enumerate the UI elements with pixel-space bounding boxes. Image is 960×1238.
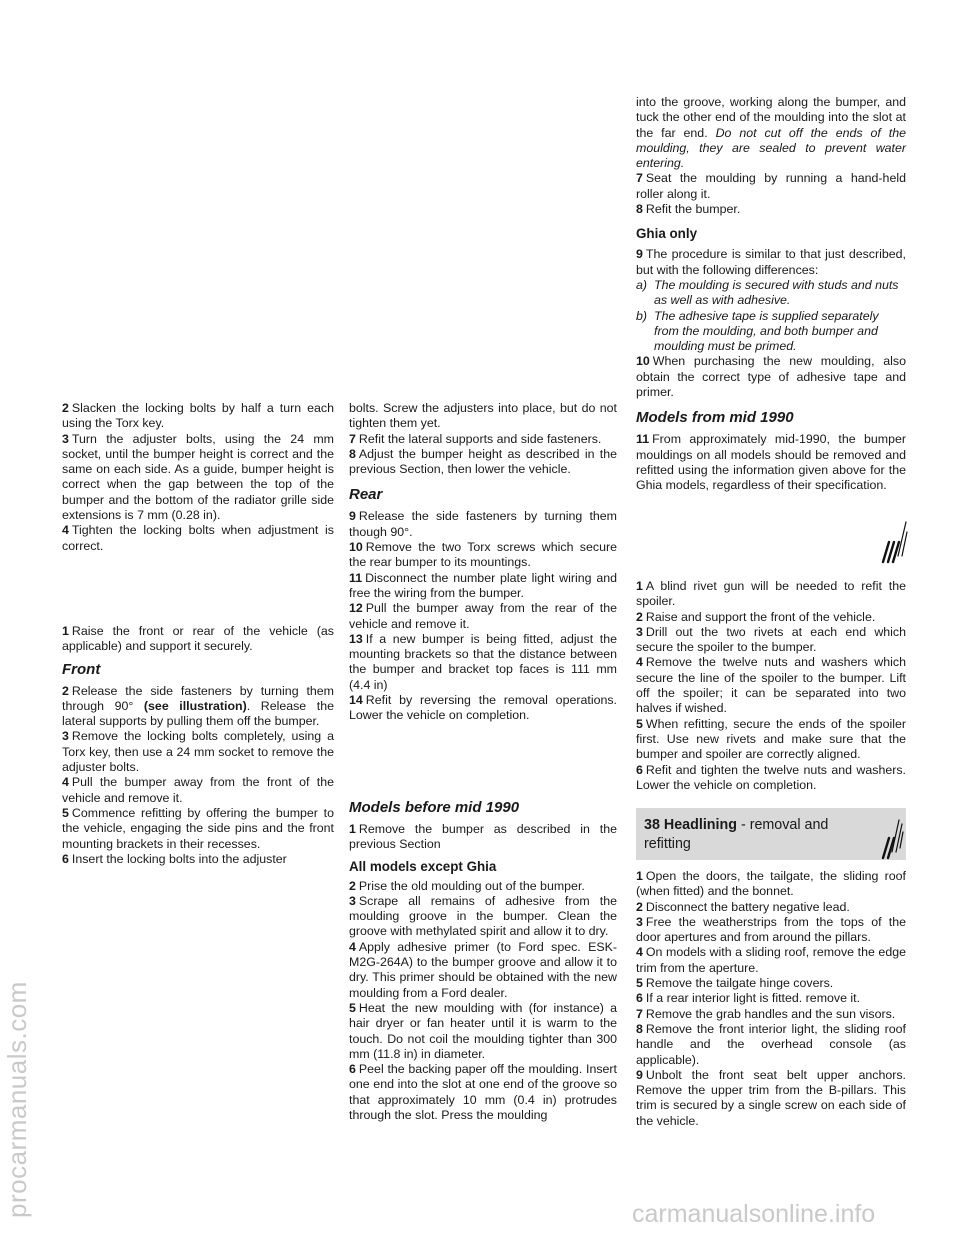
difficulty-rating-icon <box>880 518 908 564</box>
step: 1 A blind rivet gun will be needed to refit the spoiler. <box>636 579 906 609</box>
step: 9 Release the side fasteners by turning them though 90°. <box>349 509 617 539</box>
column-1-adjustment <box>62 401 334 554</box>
step: 3 Free the weatherstrips from the tops of the door apertures and from around the pillars. <box>636 914 906 945</box>
step: 13 If a new bumper is being fitted, adjust the mounting brackets so that the distance between the bumper and bracket top faces is 111 mm (4.4 in) <box>349 631 617 692</box>
step: 9 Unbolt the front seat belt upper anchors. Remove the upper trim from the B-pillars. This trim is secured by a single screw on each side of the vehicle. <box>636 1067 906 1128</box>
step: 7 Seat the moulding by running a hand-held roller along it. <box>636 171 906 201</box>
heading-models-before-1990: Models before mid 1990 <box>349 799 520 816</box>
step: 6 If a rear interior light is fitted. remove it. <box>636 991 861 1006</box>
step: 3 Remove the locking bolts completely, using a Torx key, then use a 24 mm socket to remove the adjuster bolts. <box>62 729 334 775</box>
step: 3 Turn the adjuster bolts, using the 24 mm socket, until the bumper height is correct and the same on each side. As a guide, bumper height is correct when the gap between the top of the bumper and the bottom of the radiator grille side extensions is 7 mm (0.28 in). <box>62 431 334 523</box>
step: 8 Refit the bumper. <box>636 202 741 217</box>
step: 1 Raise the front or rear of the vehicle (as applicable) and support it securely. <box>62 624 334 654</box>
step: 4 On models with a sliding roof, remove the edge trim from the aperture. <box>636 945 906 975</box>
step: 10 When purchasing the new moulding, also obtain the correct type of adhesive tape and primer. <box>636 354 906 400</box>
heading-all-except-ghia: All models except Ghia <box>349 858 497 874</box>
step: 10 Remove the two Torx screws which secure the rear bumper to its mountings. <box>349 540 617 570</box>
step: 1 Open the doors, the tailgate, the sliding roof (when fitted) and the bonnet. <box>636 869 906 899</box>
step: 4 Apply adhesive primer (to Ford spec. ESK-M2G-264A) to the bumper groove and allow it to dry. This primer should be obtained with the new moulding from a Ford dealer. <box>349 939 617 1000</box>
step-continued: bolts. Screw the adjusters into place, but do not tighten them yet. <box>349 401 617 431</box>
step: 5 Commence refitting by offering the bumper to the vehicle, engaging the side pins and the front mounting brackets in their recesses. <box>62 805 334 851</box>
step: 3 Scrape all remains of adhesive from the moulding groove in the bumper. Clean the groove with methylated spirit and allow it to dry. <box>349 893 617 939</box>
side-watermark: procarmanuals.com <box>2 981 32 1218</box>
step: 2 Prise the old moulding out of the bumper. <box>349 878 585 893</box>
step: 7 Refit the lateral supports and side fasteners. <box>349 431 602 446</box>
column-3-headlining <box>636 869 906 1129</box>
step: 4 Pull the bumper away from the front of the vehicle and remove it. <box>62 775 334 805</box>
heading-front: Front <box>62 660 101 678</box>
column-2-mouldings <box>349 799 617 1123</box>
difficulty-rating-icon <box>880 810 904 860</box>
step: 6 Insert the locking bolts into the adjuster <box>62 851 287 866</box>
step: 8 Adjust the bumper height as described in the previous Section, then lower the vehicle. <box>349 446 617 477</box>
step: 9 The procedure is similar to that just described, but with the following differences: <box>636 247 906 277</box>
step: 2 Raise and support the front of the vehicle. <box>636 609 876 624</box>
step-continued: into the groove, working along the bumper, and tuck the other end of the moulding into the slot at the far end. Do not cut off the ends of the moulding, they are sealed to prevent water entering. <box>636 95 906 171</box>
step: 11 Disconnect the number plate light wiring and free the wiring from the bumper. <box>349 570 617 600</box>
column-1-removal <box>62 624 334 867</box>
illustration-ref: (see illustration) <box>143 698 247 713</box>
step: 5 When refitting, secure the ends of the spoiler first. Use new rivets and make sure that the bumper and spoiler are correctly aligned. <box>636 716 906 762</box>
step: 7 Remove the grab handles and the sun visors. <box>636 1006 896 1021</box>
step: 2 Disconnect the battery negative lead. <box>636 899 850 914</box>
step: 3 Drill out the two rivets at each end which secure the spoiler to the bumper. <box>636 624 906 655</box>
step: 8 Remove the front interior light, the sliding roof handle and the overhead console (as applicable). <box>636 1021 906 1067</box>
bottom-watermark: carmanualsonline.info <box>632 1200 876 1228</box>
step: 12 Pull the bumper away from the rear of the vehicle and remove it. <box>349 601 617 631</box>
step: 6 Peel the backing paper off the moulding. Insert one end into the slot at one end of the groove so that approximately 10 mm (0.4 in) protrudes through the slot. Press the moulding <box>349 1062 617 1123</box>
heading-ghia-only: Ghia only <box>636 226 698 242</box>
step: 1 Remove the bumper as described in the previous Section <box>349 822 617 852</box>
step: 2 Release the side fasteners by turning them through 90° (see illustration). Release the lateral supports by pulling them off the bumper. <box>62 683 334 729</box>
step: 5 Heat the new moulding with (for instance) a hair dryer or fan heater until it is warm to the touch. Do not coil the moulding tighter than 300 mm (11.8 in) in diameter. <box>349 1000 617 1061</box>
heading-models-from-1990: Models from mid 1990 <box>636 409 794 427</box>
step: 14 Refit by reversing the removal operations. Lower the vehicle on completion. <box>349 693 617 723</box>
list-item: b) The adhesive tape is supplied separately from the moulding, and both bumper and moulding must be primed. <box>636 308 879 354</box>
column-3-spoiler <box>636 579 906 793</box>
column-2-refit-rear <box>349 401 617 724</box>
step: 4 Remove the twelve nuts and washers which secure the line of the spoiler to the bumper. Lift off the spoiler; it can be separated into two halves if wished. <box>636 655 906 716</box>
step: 5 Remove the tailgate hinge covers. <box>636 976 834 991</box>
step: 2 Slacken the locking bolts by half a turn each using the Torx key. <box>62 401 334 431</box>
heading-rear: Rear <box>349 486 383 504</box>
step: 6 Refit and tighten the twelve nuts and washers. Lower the vehicle on completion. <box>636 762 906 792</box>
list-item: a) The moulding is secured with studs and nuts as well as with adhesive. <box>636 277 899 308</box>
column-3-mouldings <box>636 95 906 494</box>
warning-note: Do not cut off the ends of the moulding, they are sealed to prevent water entering. <box>636 125 906 171</box>
step: 4 Tighten the locking bolts when adjustment is correct. <box>62 523 334 553</box>
step: 11 From approximately mid-1990, the bumper mouldings on all models should be removed and refitted using the information given above for the Ghia models, regardless of their specification. <box>636 432 906 493</box>
section-header-38 <box>636 808 906 860</box>
section-title: 38 Headlining - removal and refitting <box>644 817 829 852</box>
